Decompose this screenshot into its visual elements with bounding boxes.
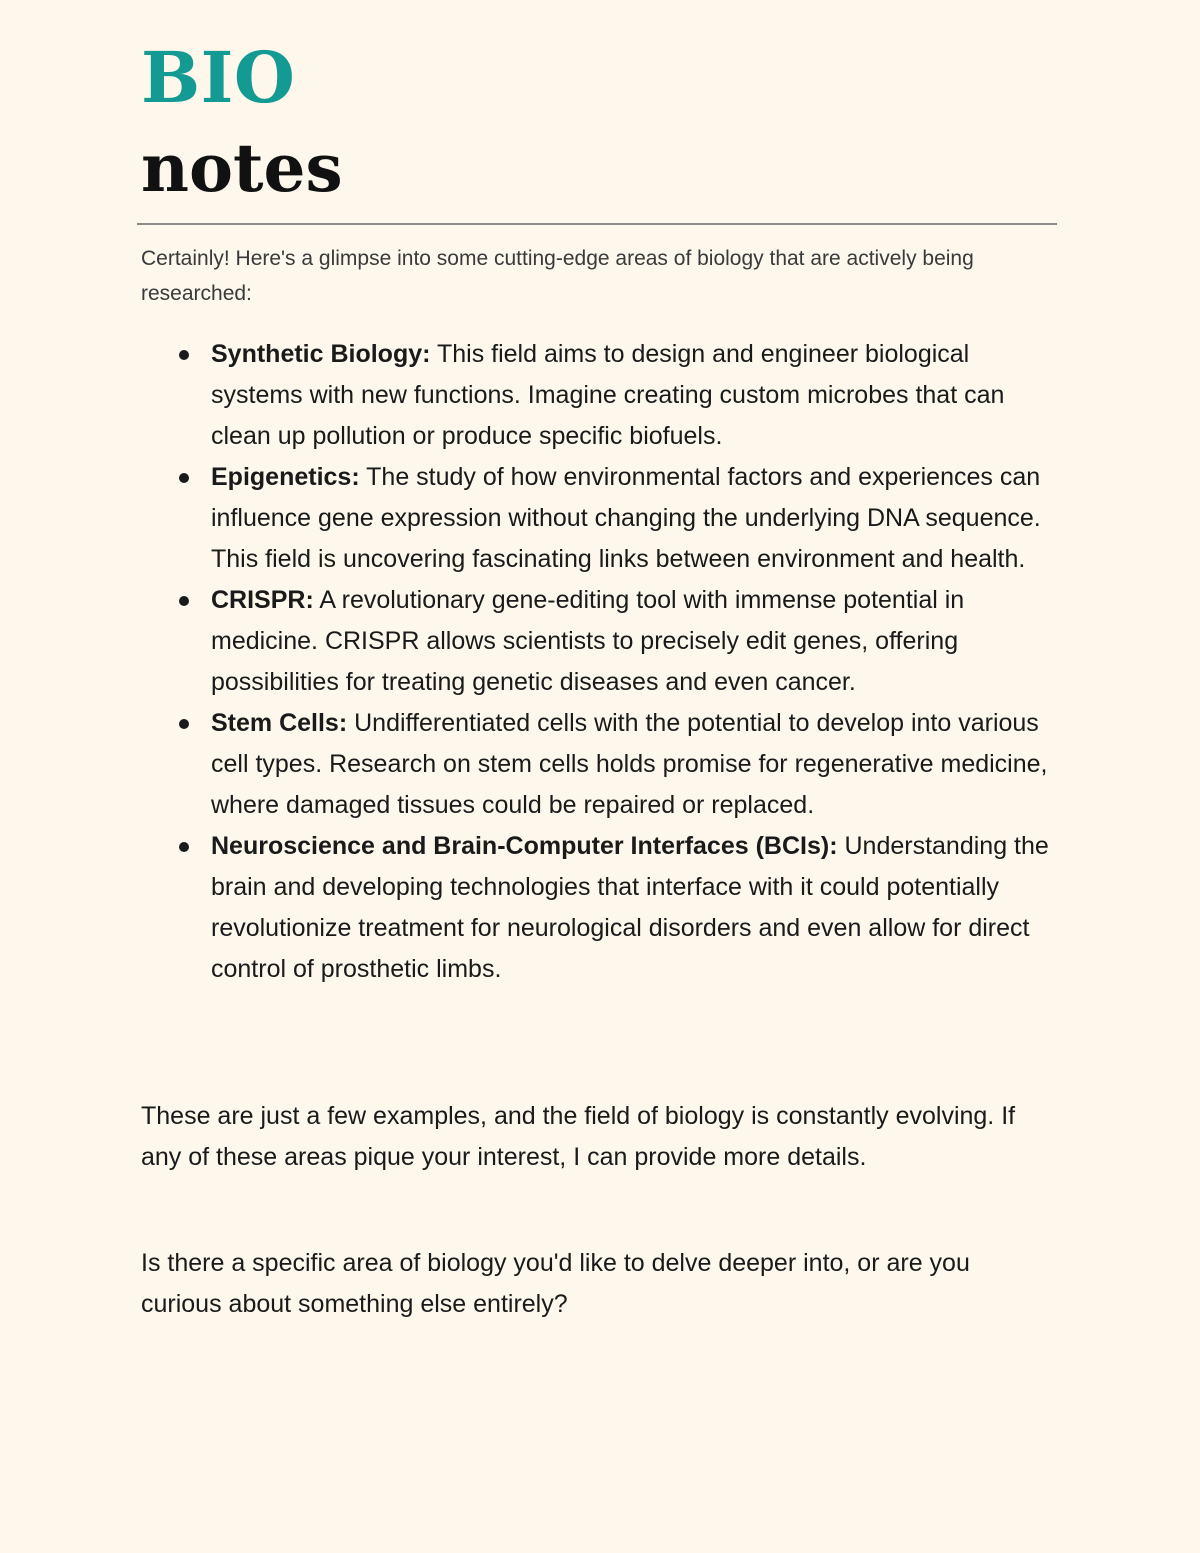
- title-bio: BIO: [141, 36, 296, 119]
- bullet-icon: [179, 473, 189, 483]
- bullet-icon: [179, 719, 189, 729]
- item-description: The study of how environmental factors and experiences can influence gene expression without changing the underlying DNA sequence. This field is uncovering fascinating links between environment and health.: [211, 463, 1041, 573]
- item-description: This field aims to design and engineer biological systems with new functions. Imagine creating custom microbes that can clean up pollution or produce specific biofuels.: [211, 340, 1005, 450]
- item-description: Understanding the brain and developing technologies that interface with it could potentially revolutionize treatment for neurological disorders and even allow for direct control of prosthetic limbs.: [211, 832, 1049, 983]
- list-item-neuroscience-bci: [141, 826, 1051, 990]
- closing-paragraph: These are just a few examples, and the field of biology is constantly evolving. If any of these areas pique your interest, I can provide more details.: [141, 1102, 1016, 1171]
- item-description: A revolutionary gene-editing tool with immense potential in medicine. CRISPR allows scientists to precisely edit genes, offering possibilities for treating genetic diseases and even cancer.: [211, 586, 965, 696]
- closing-question: Is there a specific area of biology you'd like to delve deeper into, or are you curious about something else entirely?: [141, 1249, 970, 1318]
- item-term: CRISPR:: [211, 586, 314, 614]
- list-item-epigenetics: [141, 457, 1051, 580]
- bullet-icon: [179, 350, 189, 360]
- item-term: Epigenetics:: [211, 463, 360, 491]
- title-notes: notes: [141, 129, 343, 207]
- item-term: Neuroscience and Brain-Computer Interfaces (BCIs):: [211, 832, 838, 860]
- list-item-stem-cells: [141, 703, 1051, 826]
- intro-text: Certainly! Here's a glimpse into some cutting-edge areas of biology that are actively being researched:: [141, 247, 974, 305]
- bullet-icon: [179, 596, 189, 606]
- bullet-icon: [179, 842, 189, 852]
- list-item-synthetic-biology: [141, 334, 1051, 457]
- item-description: Undifferentiated cells with the potential to develop into various cell types. Research on stem cells holds promise for regenerative medicine, where damaged tissues could be repaired or replaced.: [211, 709, 1048, 819]
- item-term: Stem Cells:: [211, 709, 348, 737]
- item-term: Synthetic Biology:: [211, 340, 431, 368]
- header-divider: [137, 223, 1057, 225]
- list-item-crispr: [141, 580, 1051, 703]
- research-areas-list: [141, 334, 1051, 990]
